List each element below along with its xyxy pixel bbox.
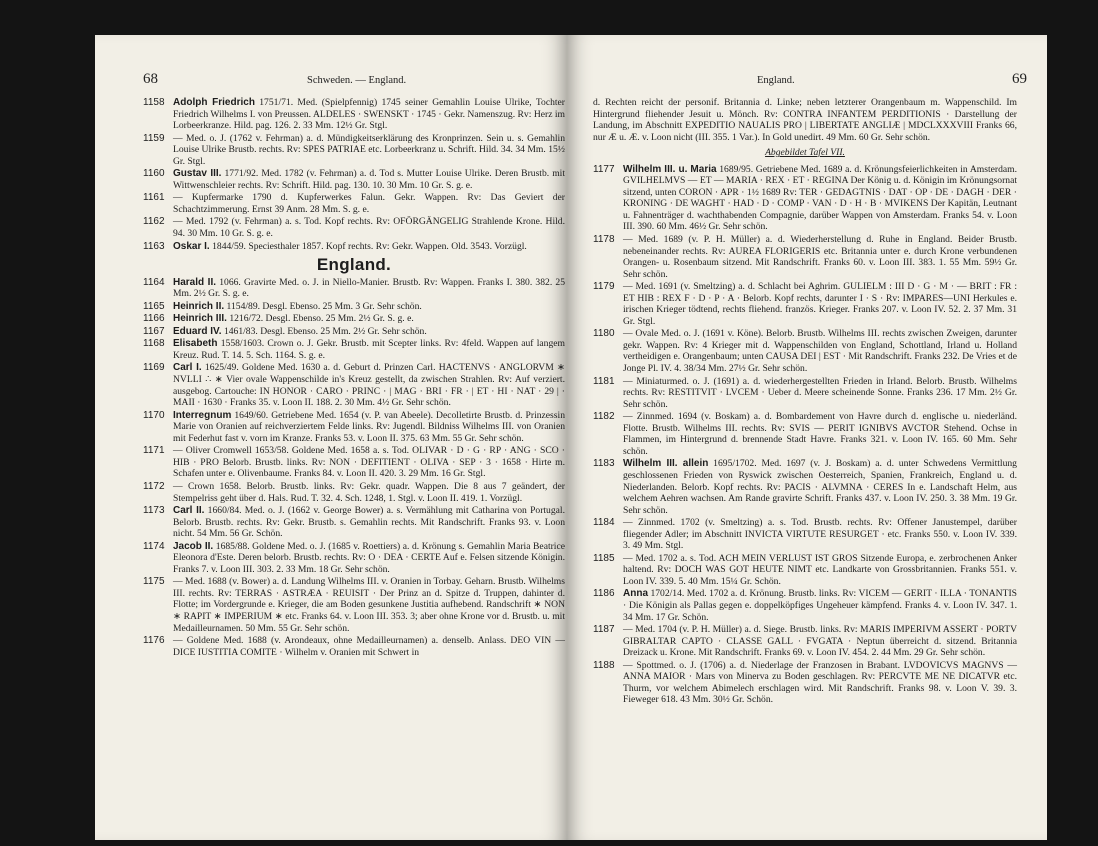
entry-number: 1163: [143, 240, 165, 252]
entry-number: 1166: [143, 313, 165, 325]
entry-text: 1066. Gravirte Med. o. J. in Niello-Manier. Brustb. Rv: Wappen. Franks I. 380. 382. 25 Mm. 2½ Gr. S. g. e.: [173, 276, 565, 300]
entry-number: 1183: [593, 458, 615, 470]
entry-text: — Med. 1702 a. s. Tod. ACH MEIN VERLUST IST GROS Sitzende Europa, e. zerbrochenen Anker haltend. Rv: DOCH WAS GOT HEUTE NIMT etc. Landkarte von Grossbritannien. Franks 551. v. Loon IV. 339. 5. 40 Mm. 15¼ Gr. Schön.: [623, 552, 1017, 587]
catalog-entry: [593, 660, 1017, 706]
entry-number: 1185: [593, 552, 615, 564]
catalog-entry: [143, 216, 565, 239]
entry-number: 1161: [143, 192, 165, 204]
entry-text: — Miniaturmed. o. J. (1691) a. d. wiederhergestellten Frieden in Irland. Belorb. Brustb. Wilhelms rechts. Rv: RESTITVIT · LVCEM · Ueber d. Meere scheinende Sonne. Franks 236. 17 Mm. 2½ Gr. Sehr schön.: [623, 375, 1017, 410]
entry-number: 1181: [593, 375, 615, 387]
entry-text: — Med. 1688 (v. Bower) a. d. Landung Wilhelms III. v. Oranien in Torbay. Geharn. Brustb. Wilhelms III. rechts. Rv: TERRAS · ASTRÆA · REUISIT · Der Prinz an d. Spitze d. Truppen, dahinter d. Flotte; im Vordergrunde e. Krieger, die am Boden gesunkene Justitia aufhebend. Randschrift ∗ NON ∗ RAPIT ∗ IMPERIUM ∗ etc. Franks 64. v. Loon III. 353. 3; aber ohne Krone vor d. Brustb. u. mit Medailleurnamen. 50 Mm. 55 Gr. Sehr schön.: [173, 576, 565, 634]
entry-text: 1702/14. Med. 1702 a. d. Krönung. Brustb. links. Rv: VICEM — GERIT · ILLA · TONANTIS · Die Königin als Pallas gegen e. doppelköpfiges Ungeheuer kämpfend. Franks 4. v. Loon IV. 347. 1. 34 Mm. 17 Gr. Schön.: [623, 588, 1017, 623]
catalog-entry: [143, 133, 565, 168]
entry-number: 1188: [593, 659, 615, 671]
entry-number: 1170: [143, 409, 165, 421]
sweden-entries: [143, 97, 565, 252]
catalog-entry: [143, 505, 565, 540]
entry-number: 1168: [143, 338, 165, 350]
entry-text: — Goldene Med. 1688 (v. Arondeaux, ohne Medailleurnamen) a. denselb. Anlass. DEO VIN — DICE IUSTITIA COMITE · Wilhelm v. Oranien mit Schwert in: [173, 635, 565, 658]
catalog-entry: [593, 376, 1017, 411]
catalog-entry: [143, 362, 565, 408]
entry-text: — Med. o. J. (1762 v. Fehrman) a. d. Mündigkeitserklärung des Kronprinzen. Sein u. s. Gemahlin Louise Ulrike Brustb. rechts. Rv: SPES PATRIAE etc. Lorbeerkranz u. Schrift. Hild. 34. 34 Mm. 15½ Gr. Stgl.: [173, 132, 565, 167]
ruler-name: Harald II.: [173, 276, 217, 288]
ruler-name: Wilhelm III. allein: [623, 458, 709, 470]
entry-text: 1216/72. Desgl. Ebenso. 25 Mm. 2½ Gr. S. g. e.: [229, 313, 414, 325]
ruler-name: Heinrich III.: [173, 313, 227, 325]
catalog-entry: [593, 553, 1017, 588]
entry-number: 1160: [143, 168, 165, 180]
entry-text: 1649/60. Getriebene Med. 1654 (v. P. van Abeele). Decolletirte Brustb. d. Prinzessin Marie von Oranien auf reichverziertem Felde links. Rv: Jugendl. Bildniss Wilhelms III. von Oranien mit Federhut fast v. vorn im Kranze. Franks 53. v. Loon II. 375. 63 Mm. 55 Gr. Sehr schön.: [173, 409, 565, 444]
entry-text: — Med. 1792 (v. Fehrman) a. s. Tod. Kopf rechts. Rv: OFÖRGÄNGELIG Strahlende Krone. Hild. 94. 30 Mm. 10 Gr. S. g. e.: [173, 216, 565, 240]
ruler-name: Interregnum: [173, 409, 232, 421]
entry-text: — Med. 1691 (v. Smeltzing) a. d. Schlacht bei Aghrim. GULIELM : III D · G · M · — BRIT : FR : ET HIB : REX F · D · P · A · Belorb. Kopf rechts, darunter I · S · Rv: IMPARES—UNI Herkules e. irischen Krieger tödtend, rechts fliehend. französ. Krieger. Franks 207. v. Loon IV. 52. 2. 37 Mm. 31 Gr. Stgl.: [623, 281, 1017, 327]
entry-number: 1158: [143, 97, 165, 108]
ruler-name: Anna: [623, 588, 648, 600]
catalog-entry: [593, 234, 1017, 280]
running-head: Schweden. — England.: [307, 75, 407, 86]
entry-text: 1625/49. Goldene Med. 1630 a. d. Geburt d. Prinzen Carl. HACTENVS · ANGLORVM ∗ NVLLI ∴ ∗ Vier ovale Wappenschilde in's Kreuz gestellt, da zwischen Strahlen. Rv: Auf verziert. ausgebog. Cartouche: IN HONOR · CARO · PRINC · | MAG · BRI · FR · | ET · HI · NAT · 29 | · MAII · 1630 · Franks 35. v. Loon II. 188. 2. 30 Mm. 4½ Gr. Sehr schön.: [173, 362, 565, 409]
entry-number: 1178: [593, 234, 615, 246]
section-heading: England.: [316, 255, 392, 275]
ruler-name: Carl II.: [173, 505, 205, 517]
entry-number: 1174: [143, 540, 165, 552]
catalog-entry: [143, 338, 565, 361]
entry-number: 1179: [593, 281, 615, 293]
continuation-text: d. Rechten reicht der personif. Britannia d. Linke; neben letzterer Orangenbaum m. Wappenschild. Im Hintergrund fliehender Jesuit u. Mönch. Rv: CONTRA INFANTEM PERDITIONIS · Darstellung der Landung, im Abschnitt EXPEDITIO NAUALIS PRO | LIBERTATE ANGLIÆ | MDCLXXXVIII Franks 66, nur Æ u. Æ. v. Loon nicht (III. 355. 1 Var.). In Gold unedirt. 49 Mm. 60 Gr. Sehr schön.: [593, 97, 1017, 143]
entry-text: 1660/84. Med. o. J. (1662 v. George Bower) a. s. Vermählung mit Catharina von Portugal. Belorb. Brustb. rechts. Rv: Gekr. Brustb. s. Gemahlin rechts. Mit Randschrift. Franks 93. v. Loon nicht. 54 Mm. 56 Gr. Schön.: [173, 505, 565, 540]
entry-text: — Spottmed. o. J. (1706) a. d. Niederlage der Franzosen in Brabant. LVDOVICVS MAGNVS — ANNA MAIOR · Mars von Minerva zu Boden geschlagen. Rv: PERCVTE ME NE DICATVR etc. Thurm, vor welchem Abimelech erschlagen wird. Mit Randschrift. Franks 98. v. Loon V. 39. 3. Fieweger 618. 43 Mm. 30½ Gr. Schön.: [623, 659, 1017, 706]
catalog-entry: [143, 241, 565, 253]
ruler-name: Gustav III.: [173, 168, 222, 180]
catalog-entry: [593, 328, 1017, 374]
entry-number: 1162: [143, 216, 165, 228]
catalog-entry: [143, 541, 565, 576]
catalog-entry: [593, 164, 1017, 233]
page-number: 68: [143, 71, 158, 87]
entry-number: 1177: [593, 163, 615, 175]
ruler-name: Jacob II.: [173, 540, 214, 552]
ruler-name: Heinrich II.: [173, 300, 225, 312]
catalog-entry: [143, 277, 565, 300]
catalog-entry: [143, 192, 565, 215]
entry-number: 1172: [143, 480, 165, 492]
right-page: [567, 35, 1047, 840]
catalog-entry: [593, 281, 1017, 327]
ruler-name: Oskar I.: [173, 240, 210, 252]
entry-number: 1169: [143, 362, 165, 374]
entry-text: 1685/88. Goldene Med. o. J. (1685 v. Roettiers) a. d. Krönung s. Gemahlin Maria Beatrice Eleonora d'Este. Deren belorb. Brustb. rechts. Rv: O · DEA · CERTE Auf e. Felsen sitzende Königin. Franks 7. v. Loon III. 303. 2. 33 Mm. 18 Gr. Sehr schön.: [173, 540, 565, 575]
right-column: [593, 97, 1017, 707]
entry-number: 1187: [593, 624, 615, 636]
catalog-entry: [143, 97, 565, 132]
entry-text: 1461/83. Desgl. Ebenso. 25 Mm. 2½ Gr. Sehr schön.: [223, 325, 427, 337]
catalog-entry: [593, 624, 1017, 659]
entry-number: 1159: [143, 132, 165, 144]
entry-text: 1771/92. Med. 1782 (v. Fehrman) a. d. Tod s. Mutter Louise Ulrike. Deren Brustb. mit Wittwenschleier rechts. Rv: Schrift. Hild. pag. 130. 10. 30 Mm. 10 Gr. S. g. e.: [173, 168, 565, 191]
entry-text: 1844/59. Speciesthaler 1857. Kopf rechts. Rv: Gekr. Wappen. Old. 3543. Vorzügl.: [212, 240, 527, 252]
running-head: England.: [757, 75, 795, 86]
ruler-name: Wilhelm III. u. Maria: [623, 163, 717, 175]
entry-number: 1167: [143, 325, 165, 337]
entry-number: 1186: [593, 588, 615, 600]
entry-number: 1182: [593, 411, 615, 423]
entry-number: 1173: [143, 505, 165, 517]
catalog-entry: [593, 411, 1017, 457]
entry-text: 1695/1702. Med. 1697 (v. J. Boskam) a. d. unter Schwedens Vermittlung geschlossenen Frieden von Ryswick zwischen Oesterreich, Spanien, Frankreich, England u. d. Niederlanden. Belorb. Kopf rechts. Rv: PACIS · ALVMNA · CERES In e. Landschaft Helm, aus welchem Aehren wachsen. Am Rande gravirte Schrift. Franks 437. v. Loon IV. 250. 3. 38 Mm. 19 Gr. Sehr schön.: [623, 458, 1017, 516]
entry-text: — Crown 1658. Belorb. Brustb. links. Rv: Gekr. quadr. Wappen. Die 8 aus 7 geändert, der Stempelriss geht über d. Hals. Rud. T. 32. 4. Sch. 1248, 1. Stgl. v. Loon II. 419. 1. Vorzügl.: [173, 480, 565, 504]
entry-text: — Med. 1704 (v. P. H. Müller) a. d. Siege. Brustb. links. Rv: MARIS IMPERIVM ASSERT · PORTV GIBRALTAR CAPTO · CLASSE GALL · FVGATA · Neptun überreicht d. sitzend. Britannia Dreizack u. Krone. Mit Randschrift. Franks 69. v. Loon IV. 454. 2. 44 Mm. 29 Gr. Sehr schön.: [623, 624, 1017, 659]
catalog-entry: [143, 576, 565, 634]
entry-text: — Med. 1689 (v. P. H. Müller) a. d. Wiederherstellung d. Ruhe in England. Beider Brustb. nebeneinander rechts. Rv: AUREA FLORIGERIS etc. Britannia unter e. durch Krone verbundenen Orangen- u. Rosenbaum sitzend. Mit Randschrift. Franks 60. v. Loon III. 383. 1. 55 Mm. 59½ Gr. Sehr schön.: [623, 234, 1017, 280]
entry-text: — Oliver Cromwell 1653/58. Goldene Med. 1658 a. s. Tod. OLIVAR · D · G · RP · ANG · SCO · HIB · PRO Belorb. Brustb. links. Rv: NON · DEFITIENT · OLIVA · SEP · 3 · 1658 · Hirte m. Schafen unter e. Olivenbaume. Franks 84. v. Loon II. 420. 3. 29 Mm. 16 Gr. Stgl.: [173, 445, 565, 480]
entry-number: 1164: [143, 276, 165, 288]
england-entries: [143, 277, 565, 659]
catalog-entry: [593, 458, 1017, 516]
entry-number: 1180: [593, 328, 615, 340]
left-column: [143, 97, 565, 659]
entry-number: 1175: [143, 576, 165, 588]
page-number: 69: [1012, 71, 1027, 87]
ruler-name: Carl I.: [173, 362, 202, 374]
ruler-name: Elisabeth: [173, 338, 218, 350]
entry-number: 1165: [143, 300, 165, 312]
catalog-entry: [143, 635, 565, 658]
entry-number: 1176: [143, 635, 165, 647]
plate-note: Abgebildet Tafel VII.: [765, 147, 845, 159]
entry-text: 1751/71. Med. (Spielpfennig) 1745 seiner Gemahlin Louise Ulrike, Tochter Friedrich Wilhelms I. von Preussen. ALDELES · SWENSKT · 1745 · Gekr. Namenszug. Rv: Herz im Lorbeerkranze. Hild. pag. 126. 2. 33 Mm. 12½ Gr. Stgl.: [173, 97, 565, 132]
catalog-entry: [143, 313, 565, 325]
right-entries: [593, 164, 1017, 706]
catalog-entry: [593, 588, 1017, 623]
left-page: [95, 35, 567, 840]
ruler-name: Eduard IV.: [173, 325, 222, 337]
ruler-name: Adolph Friedrich: [173, 97, 255, 108]
entry-text: 1689/95. Getriebene Med. 1689 a. d. Krönungsfeierlichkeiten in Amsterdam. GVILHELMVS — ET — MARIA · REX · ET · REGINA Der König u. d. Königin im Krönungsornat sitzend, unten CORON · APR · 1½ 1689 Rv: TER · GEDAGTNIS · DAT · OP · DE · DAGH · DER · KRONING · DE WAGHT · HAD · D · COMP · VAN · D · H · B · MVIKENS Der Kapitän, Leutnant u. Fahnenträger d. wachthabenden Compagnie, darüber Wappen von Amsterdam. Franks 54. v. Loon III. 390. 60 Mm. 46½ Gr. Sehr schön.: [623, 163, 1017, 233]
entry-text: — Zinnmed. 1702 (v. Smeltzing) a. s. Tod. Brustb. rechts. Rv: Offener Janustempel, darüber fliegender Adler; im Abschnitt INVICTA VIRTUTE RESURGET · etc. Franks 550. v. Loon IV. 339. 3. 49 Mm. Stgl.: [623, 517, 1017, 552]
catalog-entry: [143, 301, 565, 313]
catalog-entry: [143, 481, 565, 504]
catalog-entry: [143, 410, 565, 445]
entry-text: — Zinnmed. 1694 (v. Boskam) a. d. Bombardement von Havre durch d. englische u. niederländ. Flotte. Brustb. Wilhelms III. rechts. Rv: SVIS — PERIT IGNIBVS AVCTOR Stehend. Ochse in Flammen, im Hintergrund d. brennende Stadt Havre. Franks 321. v. Loon IV. 165. 60 Mm. Sehr schön.: [623, 411, 1017, 457]
entry-number: 1171: [143, 445, 165, 457]
entry-text: — Ovale Med. o. J. (1691 v. Köne). Belorb. Brustb. Wilhelms III. rechts zwischen Zweigen, darunter gekr. Wappen. Rv: 4 Krieger mit d. Wappenschilden von England, Schottland, Irland u. Holland vertheidigen e. Orangenbaum; unten CAUSA DEI | EST · Mit Randschrift. Franks 232. De Vries et de Jonge Pl. IV. 4. 38/34 Mm. 27½ Gr. Sehr schön.: [623, 328, 1017, 375]
entry-text: — Kupfermarke 1790 d. Kupferwerkes Falun. Gekr. Wappen. Rv: Das Geviert der Schachtzimmerung. Ernst 39 Anm. 28 Mm. S. g. e.: [173, 192, 565, 215]
catalog-entry: [143, 168, 565, 191]
entry-number: 1184: [593, 517, 615, 529]
entry-text: 1154/89. Desgl. Ebenso. 25 Mm. 3 Gr. Sehr schön.: [226, 300, 422, 312]
catalog-entry: [143, 445, 565, 480]
catalog-entry: [143, 326, 565, 338]
entry-text: 1558/1603. Crown o. J. Gekr. Brustb. mit Scepter links. Rv: 4feld. Wappen auf langem Kreuz. Rud. T. 14. 5. Sch. 1164. S. g. e.: [173, 338, 565, 361]
catalog-entry: [593, 517, 1017, 552]
